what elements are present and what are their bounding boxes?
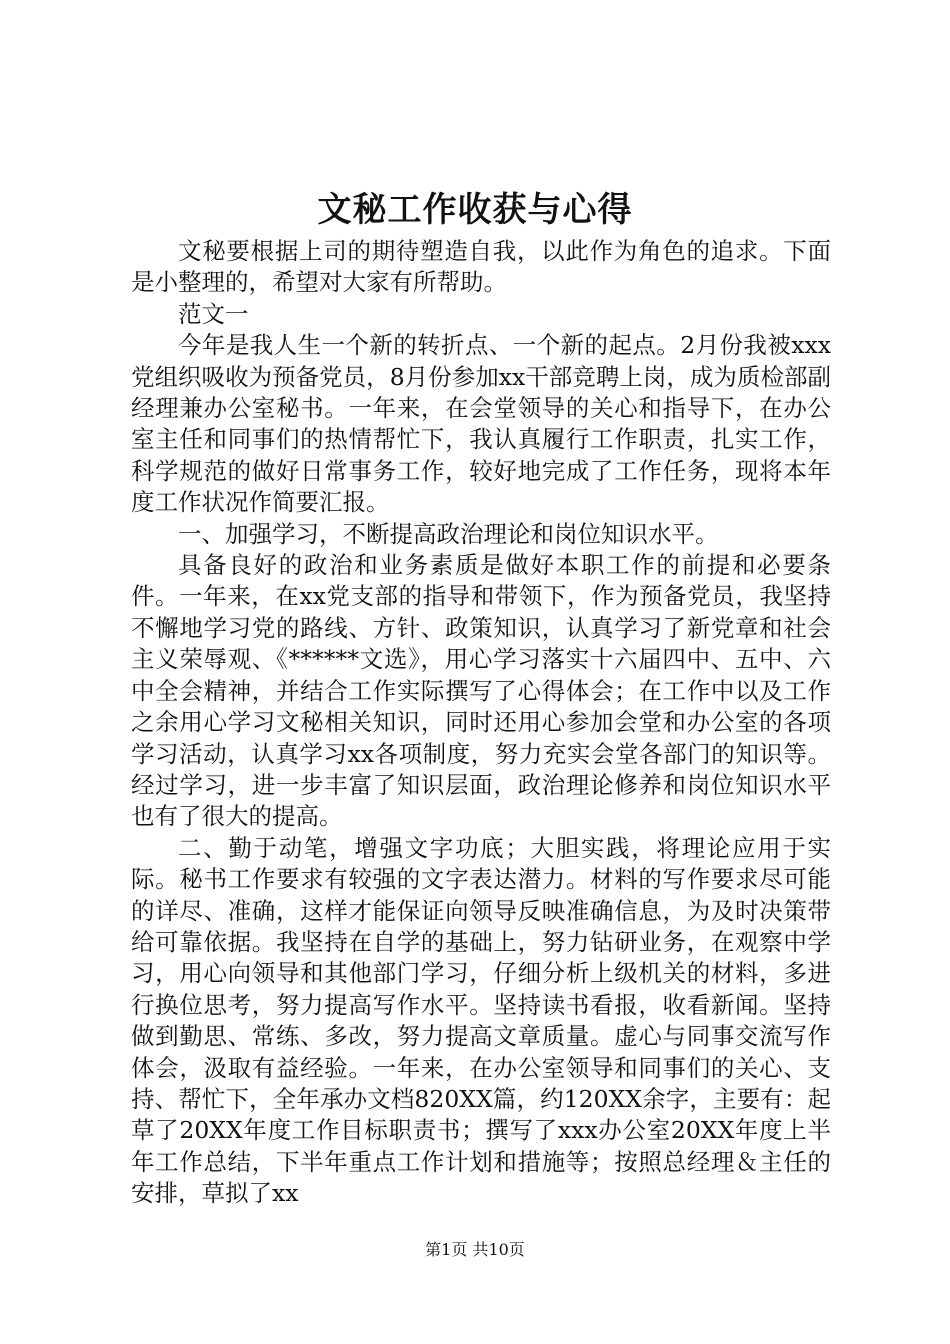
- section-heading-1: 一、加强学习，不断提高政治理论和岗位知识水平。: [178, 519, 719, 548]
- document-body: [131, 236, 831, 1210]
- sample-heading: 范文一: [178, 299, 249, 328]
- body-paragraph: 今年是我人生一个新的转折点、一个新的起点。2月份我被xxx党组织吸收为预备党员，8月份参加xx干部竞聘上岗，成为质检部副经理兼办公室秘书。一年来，在会堂领导的关心和指导下，在办公室主任和同事们的热情帮忙下，我认真履行工作职责，扎实工作，科学规范的做好日常事务工作，较好地完成了工作任务，现将本年度工作状况作简要汇报。: [131, 331, 831, 517]
- section-paragraph-2: 二、勤于动笔，增强文字功底；大胆实践，将理论应用于实际。秘书工作要求有较强的文字表达潜力。材料的写作要求尽可能的详尽、准确，这样才能保证向领导反映准确信息，为及时决策带给可靠依据。我坚持在自学的基础上，努力钻研业务，在观察中学习，用心向领导和其他部门学习，仔细分析上级机关的材料，多进行换位思考，努力提高写作水平。坚持读书看报，收看新闻。坚持做到勤思、常练、多改，努力提高文章质量。虚心与同事交流写作体会，汲取有益经验。一年来，在办公室领导和同事们的关心、支持、帮忙下，全年承办文档820XX篇，约120XX余字，主要有：起草了20XX年度工作目标职责书；撰写了xxx办公室20XX年度上半年工作总结，下半年重点工作计划和措施等；按照总经理＆主任的安排，草拟了xx: [131, 833, 831, 1208]
- intro-paragraph: 文秘要根据上司的期待塑造自我，以此作为角色的追求。下面是小整理的，希望对大家有所帮助。: [131, 237, 831, 297]
- page-number-footer: 第1页 共10页: [425, 1240, 525, 1259]
- body-paragraph: 具备良好的政治和业务素质是做好本职工作的前提和必要条件。一年来，在xx党支部的指导和带领下，作为预备党员，我坚持不懈地学习党的路线、方针、政策知识，认真学习了新党章和社会主义荣辱观、《******文选》，用心学习落实十六届四中、五中、六中全会精神，并结合工作实际撰写了心得体会；在工作中以及工作之余用心学习文秘相关知识，同时还用心参加会堂和办公室的各项学习活动，认真学习xx各项制度，努力充实会堂各部门的知识等。经过学习，进一步丰富了知识层面，政治理论修养和岗位知识水平也有了很大的提高。: [131, 551, 831, 831]
- document-title: 文秘工作收获与心得: [317, 190, 633, 230]
